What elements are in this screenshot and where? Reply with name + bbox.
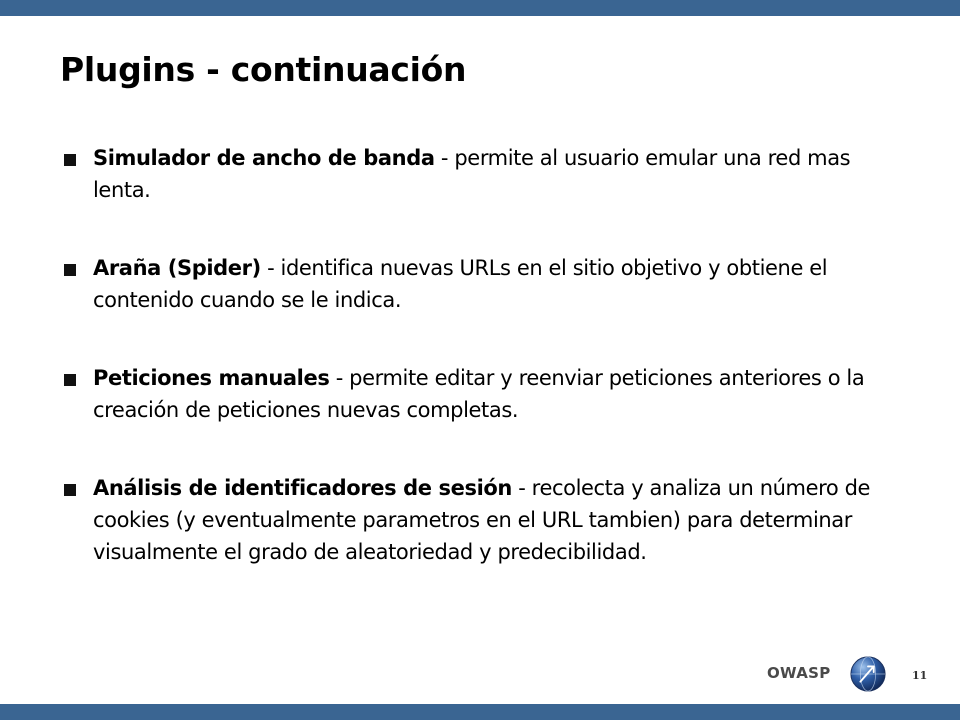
bullet-text: - recolecta y analiza un número de cookies (y eventualmente parametros en el URL tambien) para determinar visualmente el grado de aleatoriedad y predecibilidad.: [93, 476, 871, 564]
bullet-term: Simulador de ancho de banda: [93, 146, 435, 170]
bullet-item: [62, 252, 902, 316]
bullet-item: [62, 362, 902, 426]
top-bar: [0, 0, 960, 16]
bullet-list: [62, 142, 902, 568]
bullet-item: [62, 142, 902, 206]
bottom-bar: [0, 704, 960, 720]
square-bullet-icon: [64, 264, 76, 276]
square-bullet-icon: [64, 374, 76, 386]
footer-brand: OWASP: [767, 664, 831, 682]
bullet-term: Análisis de identificadores de sesión: [93, 476, 512, 500]
bullet-text: - permite editar y reenviar peticiones anteriores o la creación de peticiones nuevas completas.: [93, 366, 865, 422]
owasp-globe-icon: [849, 655, 887, 693]
square-bullet-icon: [64, 154, 76, 166]
bullet-text: - identifica nuevas URLs en el sitio objetivo y obtiene el contenido cuando se le indica.: [93, 256, 828, 312]
slide-title: Plugins - continuación: [60, 50, 467, 89]
bullet-item: [62, 472, 902, 568]
bullet-term: Peticiones manuales: [93, 366, 330, 390]
bullet-term: Araña (Spider): [93, 256, 261, 280]
page-number: 11: [912, 669, 928, 682]
bullet-text: - permite al usuario emular una red mas lenta.: [93, 146, 851, 202]
square-bullet-icon: [64, 484, 76, 496]
